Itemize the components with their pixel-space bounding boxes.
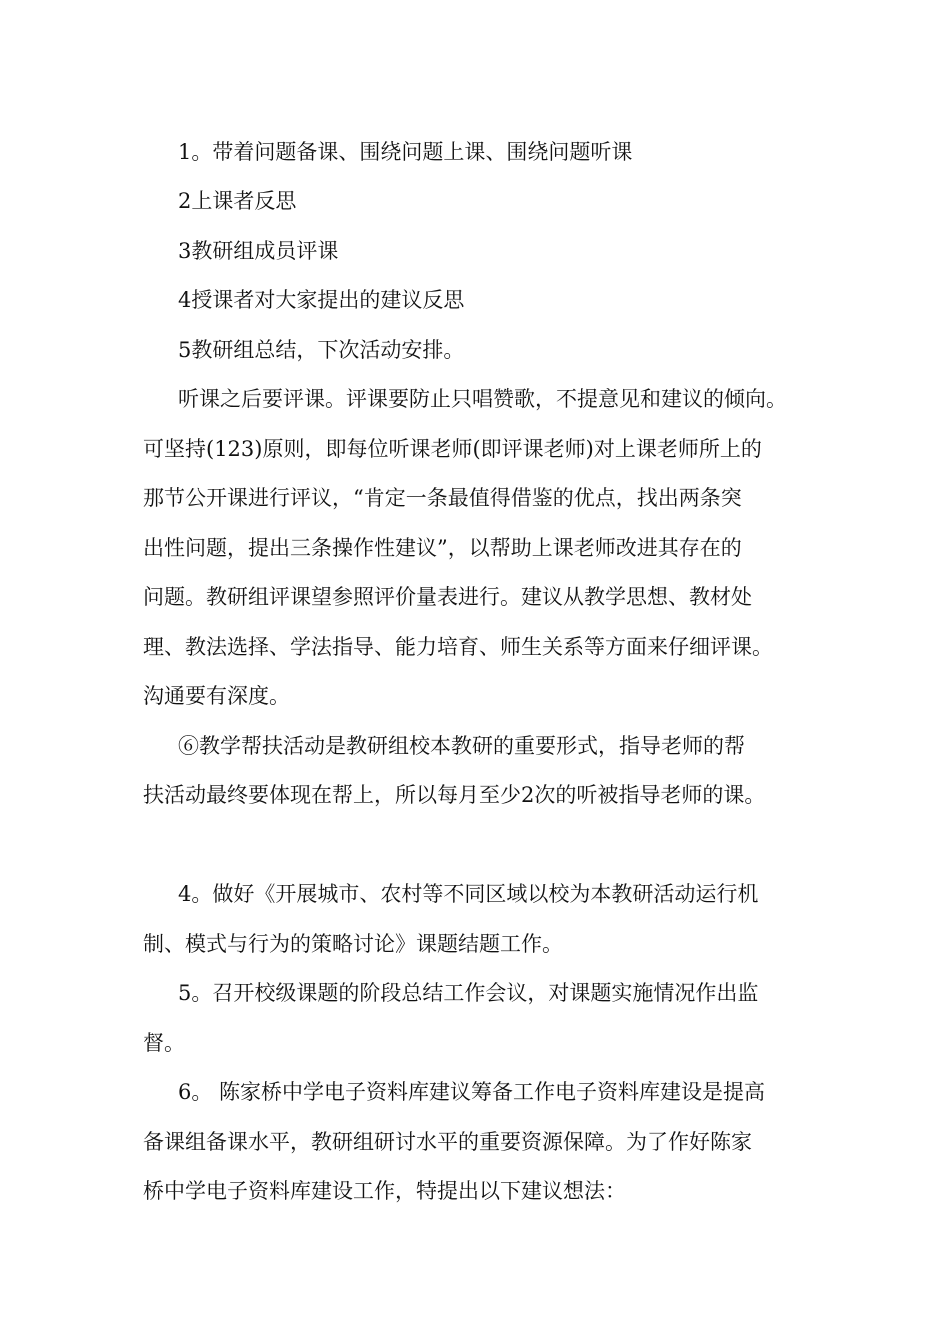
paragraph-line: 3教研组成员评课	[178, 239, 339, 263]
paragraph-line: 听课之后要评课。评课要防止只唱赞歌，不提意见和建议的倾向。	[178, 387, 787, 411]
paragraph-line: 出性问题，提出三条操作性建议”，以帮助上课老师改进其存在的	[143, 536, 742, 560]
paragraph-line: 5。召开校级课题的阶段总结工作会议，对课题实施情况作出监	[178, 981, 759, 1005]
paragraph-line: 6。 陈家桥中学电子资料库建议筹备工作电子资料库建设是提高	[178, 1080, 766, 1104]
paragraph-line: 扶活动最终要体现在帮上，所以每月至少2次的听被指导老师的课。	[143, 783, 766, 807]
paragraph-line: 可坚持(123)原则，即每位听课老师(即评课老师)对上课老师所上的	[143, 437, 762, 461]
paragraph-line: 理、教法选择、学法指导、能力培育、师生关系等方面来仔细评课。	[143, 635, 773, 659]
paragraph-line: 5教研组总结，下次活动安排。	[178, 338, 465, 362]
paragraph-line: 2上课者反思	[178, 189, 297, 213]
paragraph-line: 桥中学电子资料库建设工作，特提出以下建议想法：	[143, 1179, 626, 1203]
paragraph-line: 备课组备课水平，教研组研讨水平的重要资源保障。为了作好陈家	[143, 1130, 752, 1154]
paragraph-line: 那节公开课进行评议，“肯定一条最值得借鉴的优点，找出两条突	[143, 486, 742, 510]
paragraph-line: 问题。教研组评课望参照评价量表进行。建议从教学思想、教材处	[143, 585, 752, 609]
paragraph-line: 制、模式与行为的策略讨论》课题结题工作。	[143, 932, 563, 956]
paragraph-line: 4授课者对大家提出的建议反思	[178, 288, 465, 312]
paragraph-line: ⑥教学帮扶活动是教研组校本教研的重要形式，指导老师的帮	[178, 734, 745, 758]
paragraph-line: 4。做好《开展城市、农村等不同区域以校为本教研活动运行机	[178, 882, 759, 906]
paragraph-line: 沟通要有深度。	[143, 684, 290, 708]
paragraph-line: 督。	[143, 1031, 185, 1055]
paragraph-line: 1。带着问题备课、围绕问题上课、围绕问题听课	[178, 140, 633, 164]
